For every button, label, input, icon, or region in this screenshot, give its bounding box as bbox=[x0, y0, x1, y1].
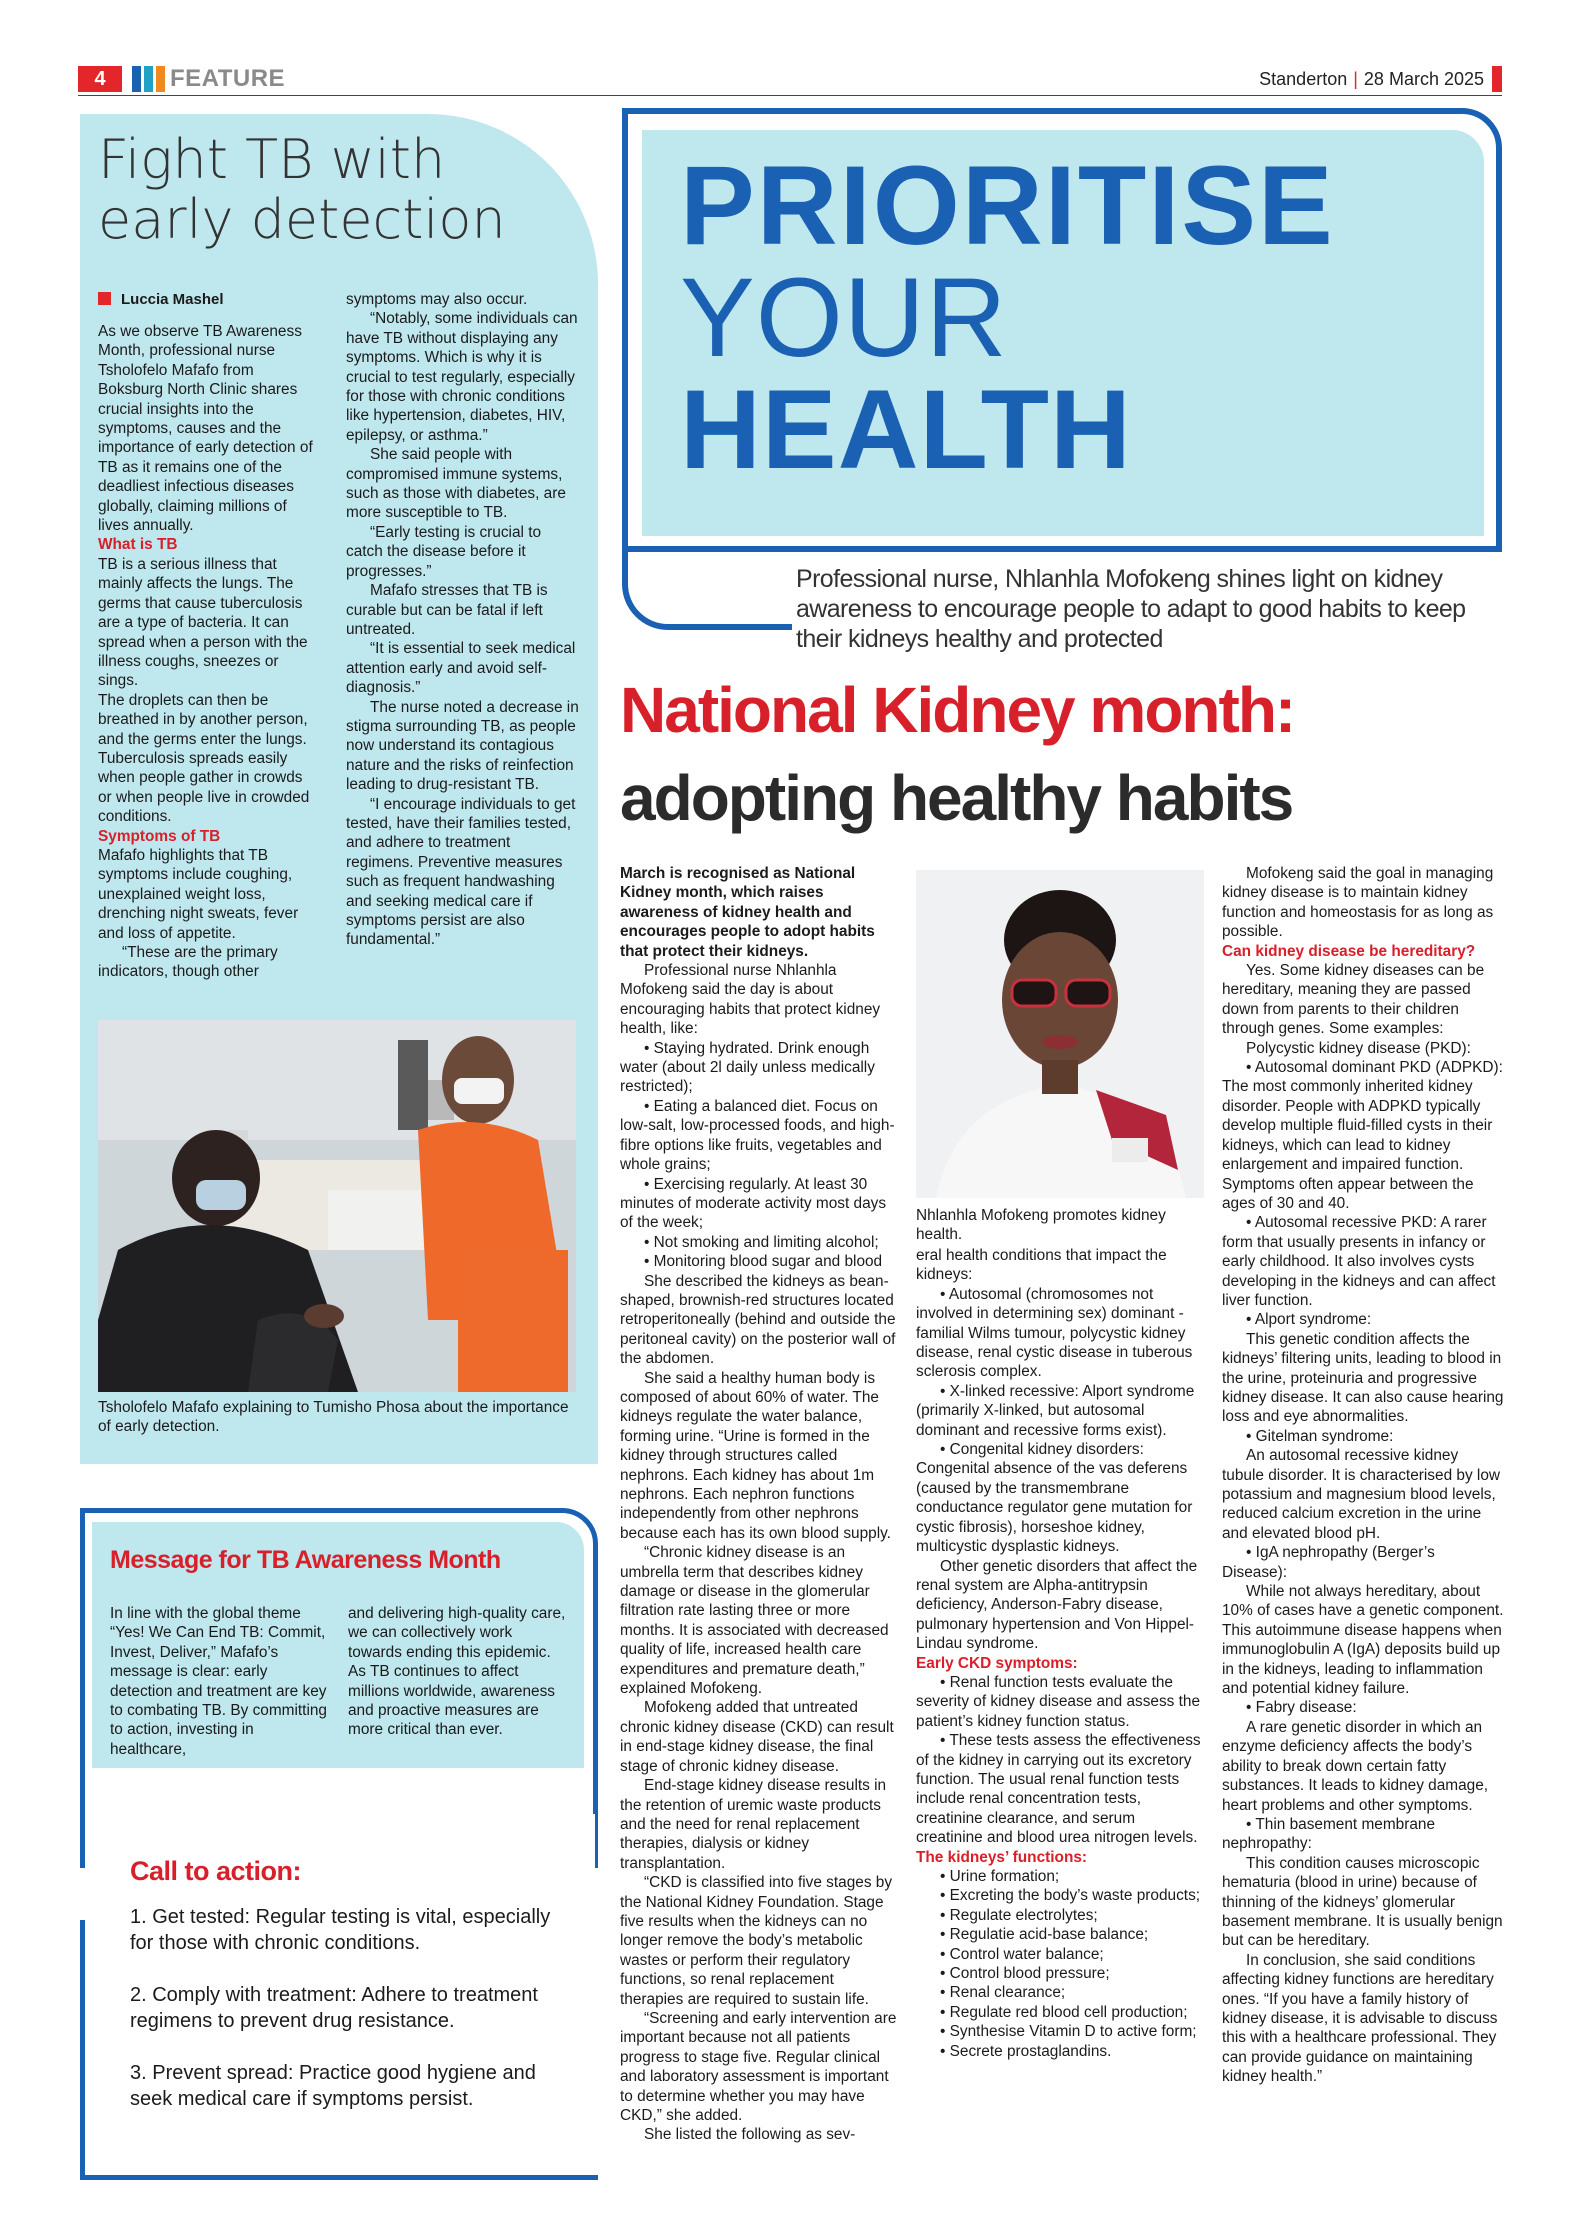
tb-paragraph: “It is essential to seek medical attention early and avoid self-diagnosis.” bbox=[346, 640, 576, 697]
tb-paragraph: Mafafo highlights that TB symptoms include coughing, unexplained weight loss, drenching night sweats, fever and loss of appetite. bbox=[98, 846, 299, 942]
kidney-paragraph: • Autosomal (chromosomes not involved in determining sex) dominant - familial Wilms tumour, polycystic kidney disease, renal cystic disease in tuberous sclerosis complex. bbox=[916, 1285, 1193, 1381]
kidney-paragraph: • Regulatie acid-base balance; bbox=[940, 1926, 1149, 1944]
tb-subhead-what: What is TB bbox=[98, 536, 178, 554]
tb-paragraph: “I encourage individuals to get tested, have their families tested, and adhere to treatment regimens. Preventive measures such as frequent handwashing and seeking medical care if symptoms persist are also fundamental.” bbox=[346, 795, 576, 949]
kidney-paragraph: She listed the following as sev- bbox=[644, 2126, 856, 2144]
tb-paragraph: symptoms may also occur. bbox=[346, 291, 528, 308]
kidney-paragraph: • Regulate electrolytes; bbox=[940, 1906, 1098, 1924]
prioritise-word-2: YOUR bbox=[680, 255, 1008, 380]
kidney-paragraph: • Eating a balanced diet. Focus on low-salt, low-processed foods, and high-fibre options like fruits, vegetables and whole grains; bbox=[620, 1097, 895, 1174]
kidney-paragraph: • Alport syndrome: bbox=[1246, 1311, 1372, 1329]
kidney-paragraph: • Congenital kidney disorders: Congenital absence of the vas deferens (caused by the transmembrane conductance regulator gene mutation for cystic fibrosis), horseshoe kidney, multicystic dysplastic kidneys. bbox=[916, 1441, 1193, 1556]
header-end-bar bbox=[1492, 66, 1502, 92]
speech-bubble-tail bbox=[622, 540, 792, 630]
kidney-paragraph: • Thin basement membrane nephropathy: bbox=[1222, 1815, 1436, 1853]
kidney-paragraph: “CKD is classified into five stages by the National Kidney Foundation. Stage five results when the kidneys can no longer remove the body’s metabolic wastes or perform their regulatory functions, so renal replacement therapies are required to sustain life. bbox=[620, 1874, 893, 2008]
kidney-paragraph: • Autosomal dominant PKD (ADPKD): The most commonly inherited kidney disorder. People with ADPKD typically develop multiple fluid-filled cysts in their kidneys, which can lead to kidney enlargement and impaired function. Symptoms often appear between the ages of 30 and 40. bbox=[1222, 1059, 1503, 1212]
kidney-column-2 bbox=[916, 1246, 1206, 2061]
kidney-paragraph: “Chronic kidney disease is an umbrella term that describes kidney damage or disease in the glomerular filtration rate lasting three or more months. It is associated with decreased quality of life, increased health care expenditures and premature death,” explained Mofokeng. bbox=[620, 1544, 889, 1698]
tb-headline-line2: early detection bbox=[98, 188, 506, 251]
kidney-paragraph: Professional nurse Nhlanhla Mofokeng said the day is about encouraging habits that protect kidney health, like: bbox=[620, 962, 881, 1038]
tb-paragraph: “Early testing is crucial to catch the disease before it progresses.” bbox=[346, 523, 542, 580]
kidney-paragraph: March is recognised as National Kidney month, which raises awareness of kidney health and encourages people to adopt habits that protect their kidneys. bbox=[620, 865, 875, 960]
kidney-subhead: Early CKD symptoms: bbox=[916, 1654, 1078, 1672]
author-name: Luccia Mashel bbox=[121, 291, 224, 308]
tb-paragraph: The nurse noted a decrease in stigma surrounding TB, as people now understand its contagious nature and the risks of reinfection leading to drug-resistant TB. bbox=[346, 698, 579, 794]
publication-name: Standerton bbox=[1259, 69, 1348, 89]
tb-photo-illustration bbox=[98, 1020, 576, 1392]
kidney-headline-line2: adopting healthy habits bbox=[620, 762, 1293, 834]
cta-item: 2. Comply with treatment: Adhere to treatment regimens to prevent drug resistance. bbox=[130, 1984, 538, 2032]
nurse-photo-caption: Nhlanhla Mofokeng promotes kidney health. bbox=[916, 1207, 1166, 1244]
kidney-paragraph: An autosomal recessive kidney tubule disorder. It is characterised by low potassium and magnesium blood levels, reduced calcium excretion in the urine and elevated blood pH. bbox=[1222, 1447, 1501, 1542]
kidney-paragraph: • Regulate red blood cell production; bbox=[940, 2003, 1188, 2021]
kidney-subhead: Can kidney disease be hereditary? bbox=[1222, 942, 1476, 960]
kidney-paragraph: Mofokeng added that untreated chronic kidney disease (CKD) can result in end-stage kidney disease, the final stage of chronic kidney disease. bbox=[620, 1699, 894, 1775]
kidney-paragraph: • Renal clearance; bbox=[940, 1984, 1066, 2002]
cta-item: 3. Prevent spread: Practice good hygiene and seek medical care if symptoms persist. bbox=[130, 2062, 536, 2110]
kidney-subhead: The kidneys’ functions: bbox=[916, 1848, 1088, 1866]
tb-paragraph: As we observe TB Awareness Month, professional nurse Tsholofelo Mafafo from Boksburg North Clinic shares crucial insights into the symptoms, causes and the importance of early detection of TB as it remains one of the deadliest infectious diseases globally, claiming millions of lives annually. bbox=[98, 323, 313, 535]
tb-article-column-2 bbox=[346, 290, 580, 950]
prioritise-word-3: HEALTH bbox=[680, 367, 1132, 492]
standfirst: Professional nurse, Nhlanhla Mofokeng shines light on kidney awareness to encourage people to adapt to good habits to keep their kidneys healthy and protected bbox=[796, 565, 1466, 653]
kidney-paragraph: • Monitoring blood sugar and blood bbox=[644, 1253, 883, 1271]
kidney-paragraph: • Renal function tests evaluate the severity of kidney disease and assess the patient’s kidney function status. bbox=[916, 1673, 1201, 1730]
kidney-paragraph: This genetic condition affects the kidneys’ filtering units, leading to blood in the urine, proteinuria and progressive kidney disease. It can also cause hearing loss and eye abnormalities. bbox=[1222, 1330, 1504, 1426]
page-number: 4 bbox=[78, 66, 122, 92]
section-label: FEATURE bbox=[170, 65, 286, 92]
cta-item: 1. Get tested: Regular testing is vital, especially for those with chronic conditions. bbox=[130, 1906, 551, 1954]
issue-date: 28 March 2025 bbox=[1363, 69, 1484, 89]
tb-paragraph: “These are the primary indicators, though other bbox=[98, 944, 278, 981]
tb-paragraph: The droplets can then be breathed in by another person, and the germs enter the lungs. Tuberculosis spreads easily when people gather in crowds or when people live in crowded conditions. bbox=[98, 691, 310, 826]
kidney-paragraph: Yes. Some kidney diseases can be hereditary, meaning they are passed down from parents to their children through genes. Some examples: bbox=[1222, 962, 1485, 1038]
kidney-paragraph: End-stage kidney disease results in the retention of uremic waste products and the need for renal replacement therapies, dialysis or kidney transplantation. bbox=[620, 1777, 887, 1872]
cta-bottom-rule bbox=[80, 2175, 598, 2180]
kidney-paragraph: • Synthesise Vitamin D to active form; bbox=[940, 2023, 1197, 2041]
kidney-paragraph: “Screening and early intervention are important because not all patients progress to stage five. Regular clinical and laboratory assessment is important to determine whether you may have CKD,” she added. bbox=[620, 2009, 897, 2124]
kidney-paragraph: • IgA nephropathy (Berger’s Disease): bbox=[1222, 1544, 1435, 1581]
kidney-paragraph: • Staying hydrated. Drink enough water (about 2l daily unless medically restricted); bbox=[620, 1039, 875, 1096]
tb-paragraph: “Notably, some individuals can have TB without displaying any symptoms. Which is why it is crucial to test regularly, especially for those with chronic conditions like hypertension, diabetes, HIV, epilepsy, or asthma.” bbox=[346, 310, 578, 444]
call-to-action-list bbox=[130, 1904, 570, 2138]
kidney-paragraph: • Control water balance; bbox=[940, 1945, 1104, 1963]
byline bbox=[98, 291, 224, 308]
kidney-paragraph: • Gitelman syndrome: bbox=[1246, 1427, 1394, 1445]
nurse-portrait bbox=[916, 870, 1204, 1198]
kidney-column-1 bbox=[620, 864, 900, 2145]
tb-article-column-1 bbox=[98, 322, 318, 982]
byline-marker bbox=[98, 292, 111, 305]
kidney-paragraph: • These tests assess the effectiveness of the kidney in carrying out its excretory function. The usual renal function tests include renal concentration tests, creatinine clearance, and serum creatinine and blood urea nitrogen levels. bbox=[916, 1732, 1201, 1847]
accent-bar-cyan bbox=[144, 66, 153, 92]
kidney-paragraph: • Excreting the body’s waste products; bbox=[940, 1887, 1201, 1905]
message-box-title: Message for TB Awareness Month bbox=[110, 1546, 501, 1574]
kidney-paragraph: • Urine formation; bbox=[940, 1868, 1060, 1885]
kidney-paragraph: • X-linked recessive: Alport syndrome (primarily X-linked, but autosomal dominant and recessive forms exist). bbox=[916, 1382, 1195, 1439]
nurse-portrait-illustration bbox=[916, 870, 1204, 1198]
tb-paragraph: Mafafo stresses that TB is curable but can be fatal if left untreated. bbox=[346, 582, 548, 638]
kidney-paragraph: • Autosomal recessive PKD: A rarer form that usually presents in infancy or early childhood. It also involves cysts developing in the kidneys and can affect liver function. bbox=[1222, 1214, 1496, 1309]
kidney-paragraph: While not always hereditary, about 10% of cases have a genetic component. This autoimmune disease happens when immunoglobulin A (IgA) deposits build up in the kidneys, leading to inflammation and potential kidney failure. bbox=[1222, 1583, 1504, 1698]
page-header bbox=[78, 66, 1502, 96]
tb-article-headline bbox=[98, 130, 518, 250]
cta-left-rule bbox=[80, 1920, 85, 2180]
kidney-paragraph: Polycystic kidney disease (PKD): bbox=[1246, 1039, 1471, 1057]
kidney-paragraph: In conclusion, she said conditions affecting kidney functions are hereditary ones. “If you have a family history of kidney disease, it is advisable to discuss this with a healthcare professional. They can provide guidance on maintaining kidney health.” bbox=[1222, 1951, 1498, 2086]
dateline bbox=[1259, 66, 1484, 92]
tb-paragraph: She said people with compromised immune systems, such as those with diabetes, are more susceptible to TB. bbox=[346, 446, 566, 522]
message-column-1: In line with the global theme “Yes! We Can End TB: Commit, Invest, Deliver,” Mafafo’s message is clear: early detection and treatment are key to combating TB. By committing to action, investing in healthcare, bbox=[110, 1605, 327, 1758]
kidney-paragraph: Mofokeng said the goal in managing kidney disease is to maintain kidney function and homeostasis for as long as possible. bbox=[1222, 865, 1494, 941]
kidney-column-3 bbox=[1222, 864, 1504, 2087]
tb-photo bbox=[98, 1020, 576, 1392]
kidney-paragraph: • Secrete prostaglandins. bbox=[940, 2042, 1112, 2060]
tb-headline-line1: Fight TB with bbox=[98, 128, 446, 191]
kidney-paragraph: A rare genetic disorder in which an enzyme deficiency affects the body’s ability to break down certain fatty substances. It leads to kidney damage, heart problems and other symptoms. bbox=[1222, 1718, 1489, 1814]
tb-paragraph: TB is a serious illness that mainly affects the lungs. The germs that cause tuberculosis are a type of bacteria. It can spread when a person with the illness coughs, sneezes or sings. bbox=[98, 555, 308, 690]
dateline-separator: | bbox=[1353, 69, 1358, 89]
kidney-paragraph: eral health conditions that impact the kidneys: bbox=[916, 1247, 1167, 1284]
kidney-paragraph: She described the kidneys as bean-shaped, brownish-red structures located retroperitoneally (behind and outside the peritoneal cavity) on the posterior wall of the abdomen. bbox=[620, 1272, 896, 1368]
kidney-paragraph: • Not smoking and limiting alcohol; bbox=[644, 1233, 879, 1251]
kidney-paragraph: This condition causes microscopic hematuria (blood in urine) because of thinning of the kidneys’ glomerular basement membrane. It is usually benign but can be hereditary. bbox=[1222, 1854, 1503, 1950]
prioritise-word-1: PRIORITISE bbox=[680, 143, 1335, 268]
kidney-paragraph: • Control blood pressure; bbox=[940, 1965, 1110, 1983]
call-to-action-title: Call to action: bbox=[130, 1856, 302, 1886]
accent-bar-blue bbox=[132, 66, 141, 92]
kidney-headline-line1: National Kidney month: bbox=[620, 674, 1295, 746]
kidney-paragraph: • Exercising regularly. At least 30 minutes of moderate activity most days of the week; bbox=[620, 1175, 887, 1232]
kidney-paragraph: She said a healthy human body is composed of about 60% of water. The kidneys regulate the water balance, forming urine. “Urine is formed in the kidney through structures called nephrons. Each kidney has about 1m nephrons. Each nephron functions independently from other nephrons because each has its own blood supply. bbox=[620, 1369, 891, 1542]
accent-bar-orange bbox=[156, 66, 165, 92]
kidney-paragraph: Other genetic disorders that affect the renal system are Alpha-antitrypsin deficiency, Anderson-Fabry disease, pulmonary hypertension and Von Hippel-Lindau syndrome. bbox=[916, 1557, 1198, 1653]
tb-subhead-symptoms: Symptoms of TB bbox=[98, 827, 221, 845]
tb-photo-caption: Tsholofelo Mafafo explaining to Tumisho Phosa about the importance of early detection. bbox=[98, 1399, 569, 1436]
kidney-paragraph: • Fabry disease: bbox=[1246, 1699, 1357, 1717]
message-column-2: and delivering high-quality care, we can collectively work towards ending this epidemic. As TB continues to affect millions worldwide, awareness and proactive measures are more critical than ever. bbox=[348, 1605, 566, 1739]
